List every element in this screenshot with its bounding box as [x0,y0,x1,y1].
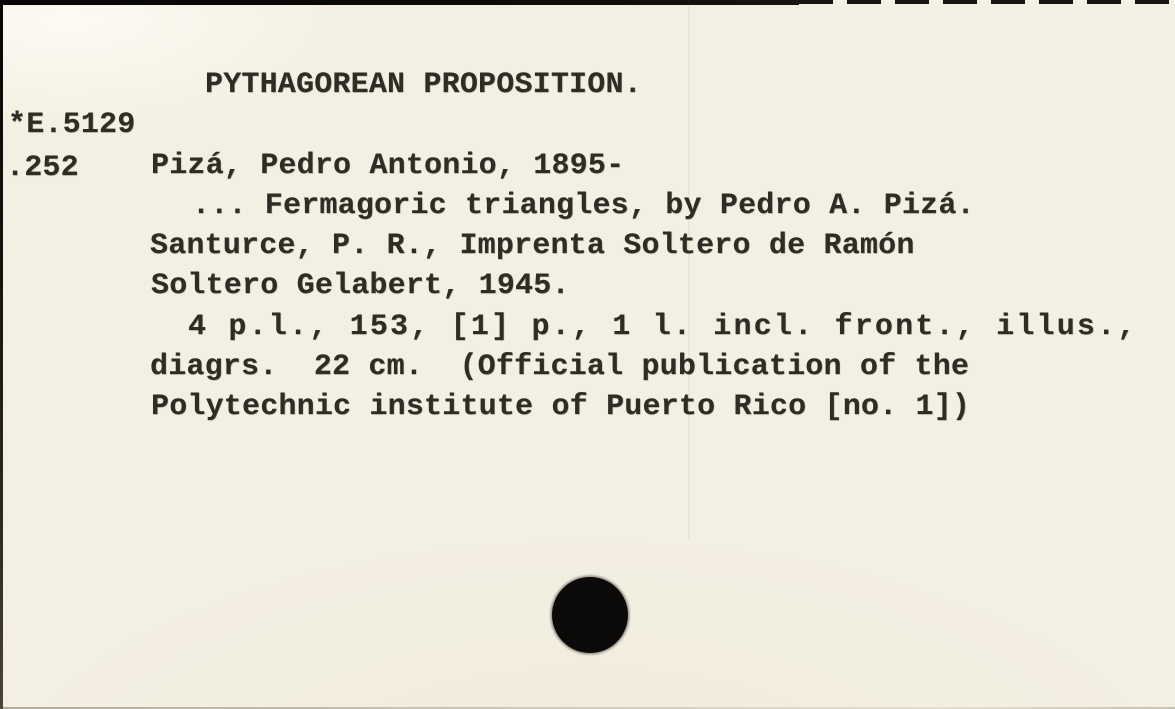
card-top-edge-dashes [799,0,1175,4]
card-left-edge [0,0,3,709]
imprint-line-2: Soltero Gelabert, 1945. [151,269,570,303]
card-top-edge [0,0,799,5]
hole-punch [552,577,628,653]
call-number-line-2: .252 [6,151,79,185]
imprint-line-1: Santurce, P. R., Imprenta Soltero de Ramón [150,229,915,263]
author-line: Pizá, Pedro Antonio, 1895- [151,149,625,183]
collation-line-1: 4 p.l., 153, [1] p., 1 l. incl. front., illus., [188,310,1138,344]
card-crease [688,0,690,540]
call-number-line-1: *E.5129 [8,108,136,142]
subject-heading: PYTHAGOREAN PROPOSITION. [205,68,642,102]
collation-line-2: diagrs. 22 cm. (Official publication of the [150,350,970,384]
title-line: ... Fermagoric triangles, by Pedro A. Pizá. [192,189,975,223]
series-line: Polytechnic institute of Puerto Rico [no. 1]) [151,390,971,424]
